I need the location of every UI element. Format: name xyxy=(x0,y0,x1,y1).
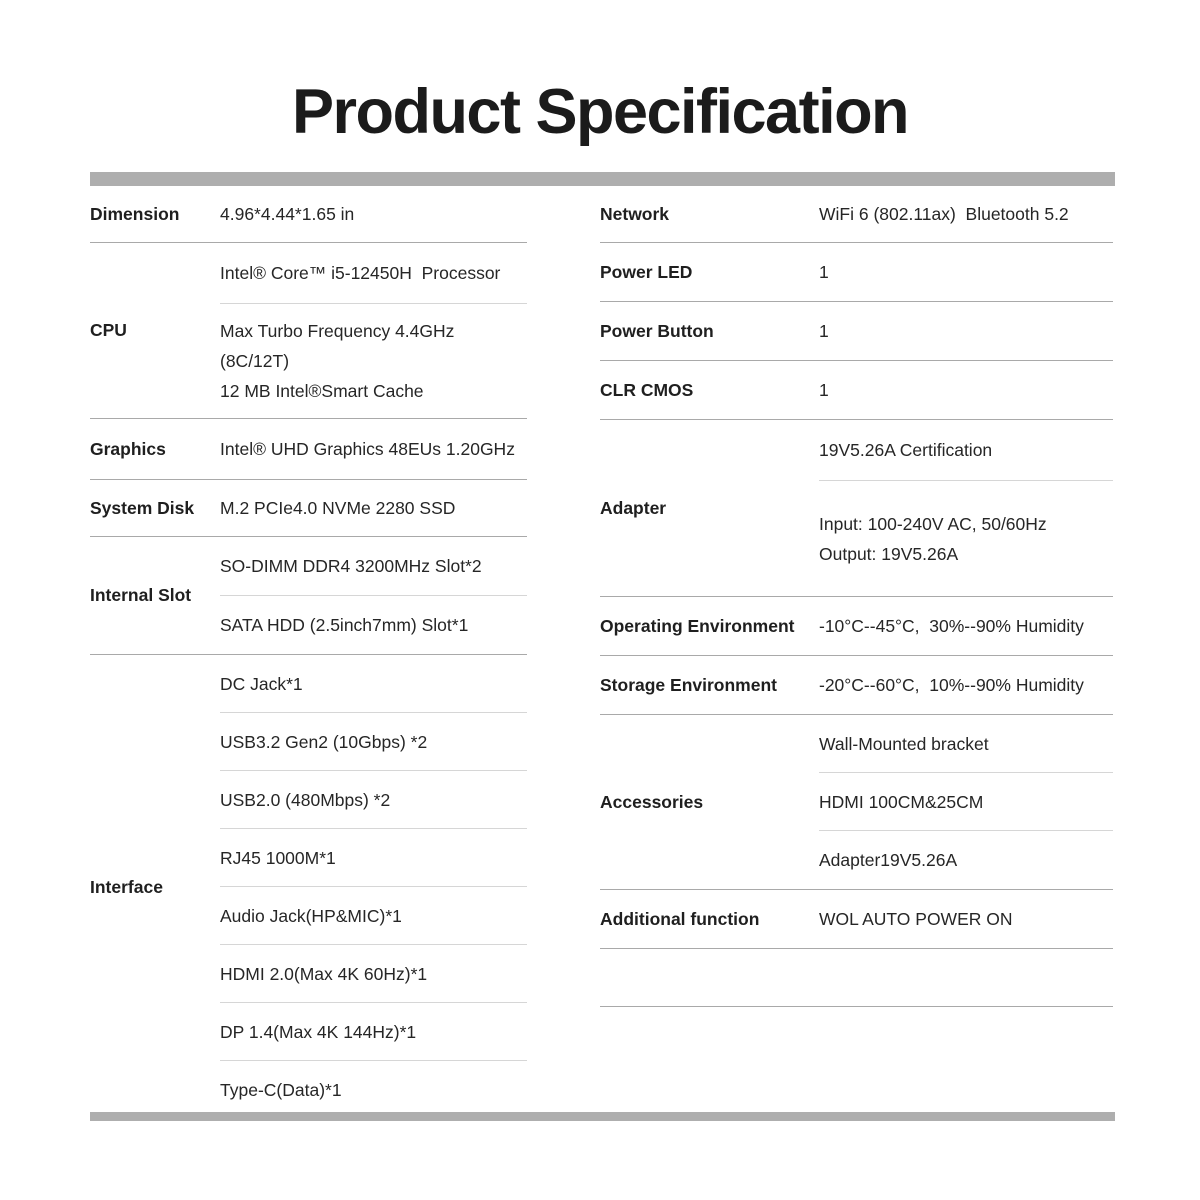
spec-value-row xyxy=(819,186,1113,242)
spec-value-row xyxy=(220,655,527,713)
spec-section xyxy=(600,890,1113,949)
spec-value-line: -10°C--45°C, 30%--90% Humidity xyxy=(819,616,1084,636)
spec-value-line: 4.96*4.44*1.65 in xyxy=(220,204,355,224)
spec-section xyxy=(90,243,527,419)
spec-section xyxy=(600,243,1113,302)
spec-section xyxy=(90,186,527,243)
spec-label: Graphics xyxy=(90,438,166,459)
spec-value-row xyxy=(819,243,1113,301)
spec-value-line: WOL AUTO POWER ON xyxy=(819,909,1013,929)
spec-value-row xyxy=(220,304,527,418)
spec-values xyxy=(819,420,1113,596)
spec-values xyxy=(220,186,527,242)
spec-value-row xyxy=(220,887,527,945)
spec-table-right xyxy=(600,186,1113,1066)
spec-value-line: 12 MB Intel®Smart Cache xyxy=(220,381,424,401)
spec-value-row xyxy=(819,1007,1113,1066)
spec-values xyxy=(819,243,1113,301)
spec-value-row xyxy=(220,537,527,596)
spec-value-line: DP 1.4(Max 4K 144Hz)*1 xyxy=(220,1021,417,1042)
spec-value-line: 19V5.26A Certification xyxy=(819,440,993,460)
spec-value-row xyxy=(220,480,527,536)
spec-value-row xyxy=(819,831,1113,889)
spec-section xyxy=(90,480,527,537)
spec-value-line: Intel® Core™ i5-12450H Processor xyxy=(220,263,501,283)
spec-values xyxy=(220,537,527,654)
spec-label xyxy=(600,949,819,1006)
spec-label: System Disk xyxy=(90,497,195,518)
spec-value-row xyxy=(819,656,1113,714)
spec-label: Storage Environment xyxy=(600,674,777,695)
spec-values xyxy=(819,302,1113,360)
spec-values xyxy=(819,186,1113,242)
spec-value-line: Intel® UHD Graphics 48EUs 1.20GHz xyxy=(220,439,515,459)
spec-label: Network xyxy=(600,203,670,224)
spec-value-line: SO-DIMM DDR4 3200MHz Slot*2 xyxy=(220,556,482,576)
spec-values xyxy=(220,480,527,536)
spec-value-line: Max Turbo Frequency 4.4GHz (8C/12T) xyxy=(220,321,460,371)
spec-values xyxy=(819,656,1113,714)
spec-value-line: USB3.2 Gen2 (10Gbps) *2 xyxy=(220,731,428,752)
spec-values xyxy=(819,949,1113,1006)
spec-label: Accessories xyxy=(600,791,704,812)
spec-value-row xyxy=(819,597,1113,655)
spec-value-row xyxy=(220,1003,527,1061)
spec-section xyxy=(600,1007,1113,1066)
spec-label: Power LED xyxy=(600,261,693,282)
spec-section xyxy=(90,537,527,655)
spec-values xyxy=(220,655,527,1119)
spec-value-row xyxy=(819,890,1113,948)
spec-label: Dimension xyxy=(90,203,180,224)
spec-label xyxy=(600,1007,819,1066)
spec-label: Internal Slot xyxy=(90,585,192,605)
spec-section xyxy=(600,949,1113,1007)
spec-values xyxy=(220,243,527,418)
spec-value-line: 1 xyxy=(819,380,829,400)
spec-value-line: 1 xyxy=(819,321,829,341)
spec-values xyxy=(220,419,527,479)
spec-value-row xyxy=(819,302,1113,360)
spec-value-line: HDMI 2.0(Max 4K 60Hz)*1 xyxy=(220,963,428,984)
spec-value-row xyxy=(819,481,1113,596)
top-divider-bar xyxy=(90,172,1115,186)
spec-section xyxy=(600,715,1113,890)
spec-value-line: M.2 PCIe4.0 NVMe 2280 SSD xyxy=(220,498,456,518)
spec-value-line: 1 xyxy=(819,262,829,282)
spec-section xyxy=(600,420,1113,597)
spec-value-row xyxy=(220,243,527,304)
spec-label: CLR CMOS xyxy=(600,379,694,400)
spec-value-line: -20°C--60°C, 10%--90% Humidity xyxy=(819,675,1084,695)
spec-section xyxy=(600,361,1113,420)
page-title: Product Specification xyxy=(291,77,909,147)
spec-value-row xyxy=(220,186,527,242)
spec-label: Additional function xyxy=(600,908,760,929)
spec-value-row xyxy=(220,713,527,771)
spec-value-row xyxy=(819,715,1113,773)
spec-value-row xyxy=(220,945,527,1003)
spec-label: Operating Environment xyxy=(600,615,795,636)
spec-value-row xyxy=(819,949,1113,1006)
spec-section xyxy=(90,419,527,480)
spec-label: Adapter xyxy=(600,497,667,518)
spec-value-line: Adapter19V5.26A xyxy=(819,850,958,870)
spec-value-line: RJ45 1000M*1 xyxy=(220,847,336,868)
spec-section xyxy=(90,655,527,1119)
spec-value-line: USB2.0 (480Mbps) *2 xyxy=(220,789,391,810)
spec-section xyxy=(600,597,1113,656)
spec-value-row xyxy=(819,361,1113,419)
spec-value-line: WiFi 6 (802.11ax) Bluetooth 5.2 xyxy=(819,204,1069,224)
spec-value-line: HDMI 100CM&25CM xyxy=(819,791,984,812)
spec-value-line: Wall-Mounted bracket xyxy=(819,733,989,754)
spec-value-line: Input: 100-240V AC, 50/60Hz xyxy=(819,513,1047,534)
spec-values xyxy=(819,1007,1113,1066)
spec-values xyxy=(819,890,1113,948)
spec-value-line: DC Jack*1 xyxy=(220,673,303,694)
spec-values xyxy=(819,597,1113,655)
bottom-divider-bar xyxy=(90,1112,1115,1121)
spec-section xyxy=(600,302,1113,361)
spec-value-row xyxy=(220,419,527,479)
spec-values xyxy=(819,715,1113,889)
spec-section xyxy=(600,186,1113,243)
spec-label: Power Button xyxy=(600,320,714,341)
spec-table-left xyxy=(90,186,527,1119)
spec-value-row xyxy=(220,829,527,887)
spec-value-line: SATA HDD (2.5inch7mm) Slot*1 xyxy=(220,615,469,635)
spec-values xyxy=(819,361,1113,419)
spec-value-row xyxy=(819,420,1113,481)
spec-value-row xyxy=(220,596,527,654)
spec-value-line: Output: 19V5.26A xyxy=(819,543,959,564)
spec-value-row xyxy=(220,1061,527,1119)
spec-value-line: Audio Jack(HP&MIC)*1 xyxy=(220,905,402,926)
spec-value-row xyxy=(220,771,527,829)
spec-section xyxy=(600,656,1113,715)
spec-value-line: Type-C(Data)*1 xyxy=(220,1080,342,1100)
spec-label: CPU xyxy=(90,320,127,340)
spec-value-row xyxy=(819,773,1113,831)
spec-label: Interface xyxy=(90,876,163,897)
